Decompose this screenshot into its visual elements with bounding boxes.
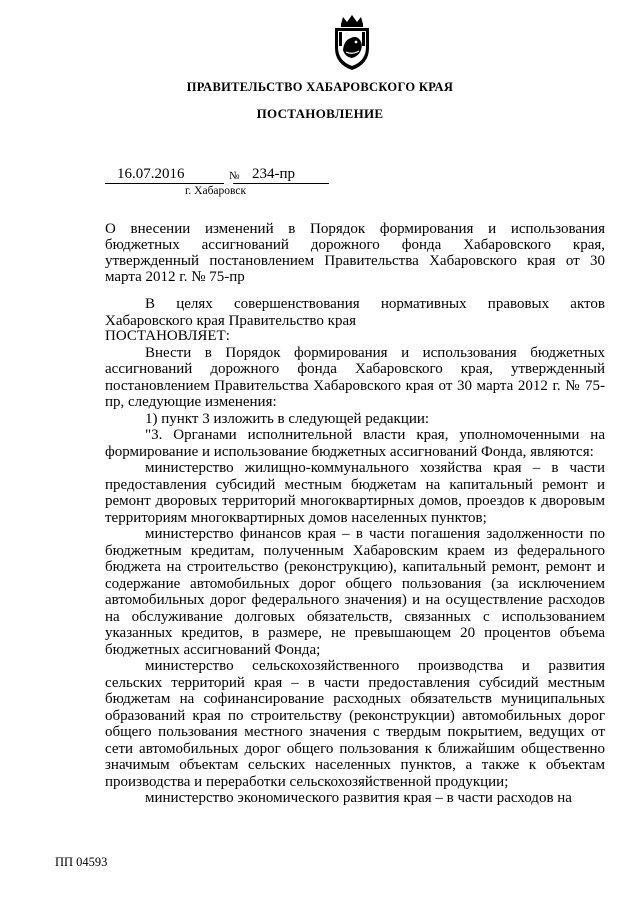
document-city: г. Хабаровск	[185, 185, 247, 197]
document-body	[105, 296, 605, 807]
body-paragraph: министерство экономического развития края – в части расходов на	[145, 790, 572, 806]
body-paragraph: министерство финансов края – в части погашения задолженности по бюджетным кредитам, полученным Хабаровским краем из федерального бюджета на строительство (реконструкцию), капитальный ремонт, ремонт и содержание автомобильных дорог общего пользования (за исключением автомобильных дорог федерального значения) и на осуществление расходов на обслуживание долговых обязательств, связанных с использованием указанных кредитов, в размере, не превышающем 20 процентов объема бюджетных ассигнований Фонда;	[105, 526, 605, 658]
footer-document-code: ПП 04593	[55, 855, 108, 869]
body-paragraph: министерство сельскохозяйственного производства и развития сельских территорий края – в части предоставления субсидий местным бюджетам на софинансирование расходных обязательств муниципальных образований края по строительству (реконструкции) автомобильных дорог общего пользования местного значения с твердым покрытием, ведущих от сети автомобильных дорог общего пользования к ближайшим общественно значимым объектам сельских населенных пунктов, а также к объектам производства и переработки сельскохозяйственной продукции;	[105, 658, 605, 790]
document-type-title: ПОСТАНОВЛЕНИЕ	[256, 106, 384, 121]
document-date: 16.07.2016	[117, 166, 185, 182]
body-paragraph: Внести в Порядок формирования и использования бюджетных ассигнований дорожного фонда Хабаровского края, утвержденный постановлением Правительства Хабаровского края от 30 марта 2012 г. № 75-пр, следующие изменения:	[105, 344, 605, 410]
document-subject: О внесении изменений в Порядок формирования и использования бюджетных ассигнований дорожного фонда Хабаровского края, утвержденный постановлением Правительства Хабаровского края от 30 марта 2012 г. № 75-пр	[105, 221, 605, 285]
government-title: ПРАВИТЕЛЬСТВО ХАБАРОВСКОГО КРАЯ	[186, 80, 454, 94]
preamble-paragraph: В целях совершенствования нормативных правовых актов Хабаровского края Правительство края	[105, 296, 605, 329]
body-paragraph: "3. Органами исполнительной власти края, уполномоченными на формирование и использование бюджетных ассигнований Фонда, являются:	[105, 427, 605, 460]
coat-of-arms-icon	[329, 14, 375, 72]
body-paragraph: министерство жилищно-коммунального хозяйства края – в части предоставления субсидий местным бюджетам на капитальный ремонт и ремонт дворовых территорий многоквартирных домов, проездов к дворовым территориям многоквартирных домов населенных пунктов;	[105, 460, 605, 526]
number-underline	[233, 183, 329, 184]
number-sign: №	[229, 170, 240, 182]
body-paragraph: 1) пункт 3 изложить в следующей редакции:	[145, 410, 430, 427]
date-underline	[105, 183, 224, 184]
decree-word: ПОСТАНОВЛЯЕТ:	[105, 328, 230, 344]
document-number: 234-пр	[252, 166, 296, 182]
